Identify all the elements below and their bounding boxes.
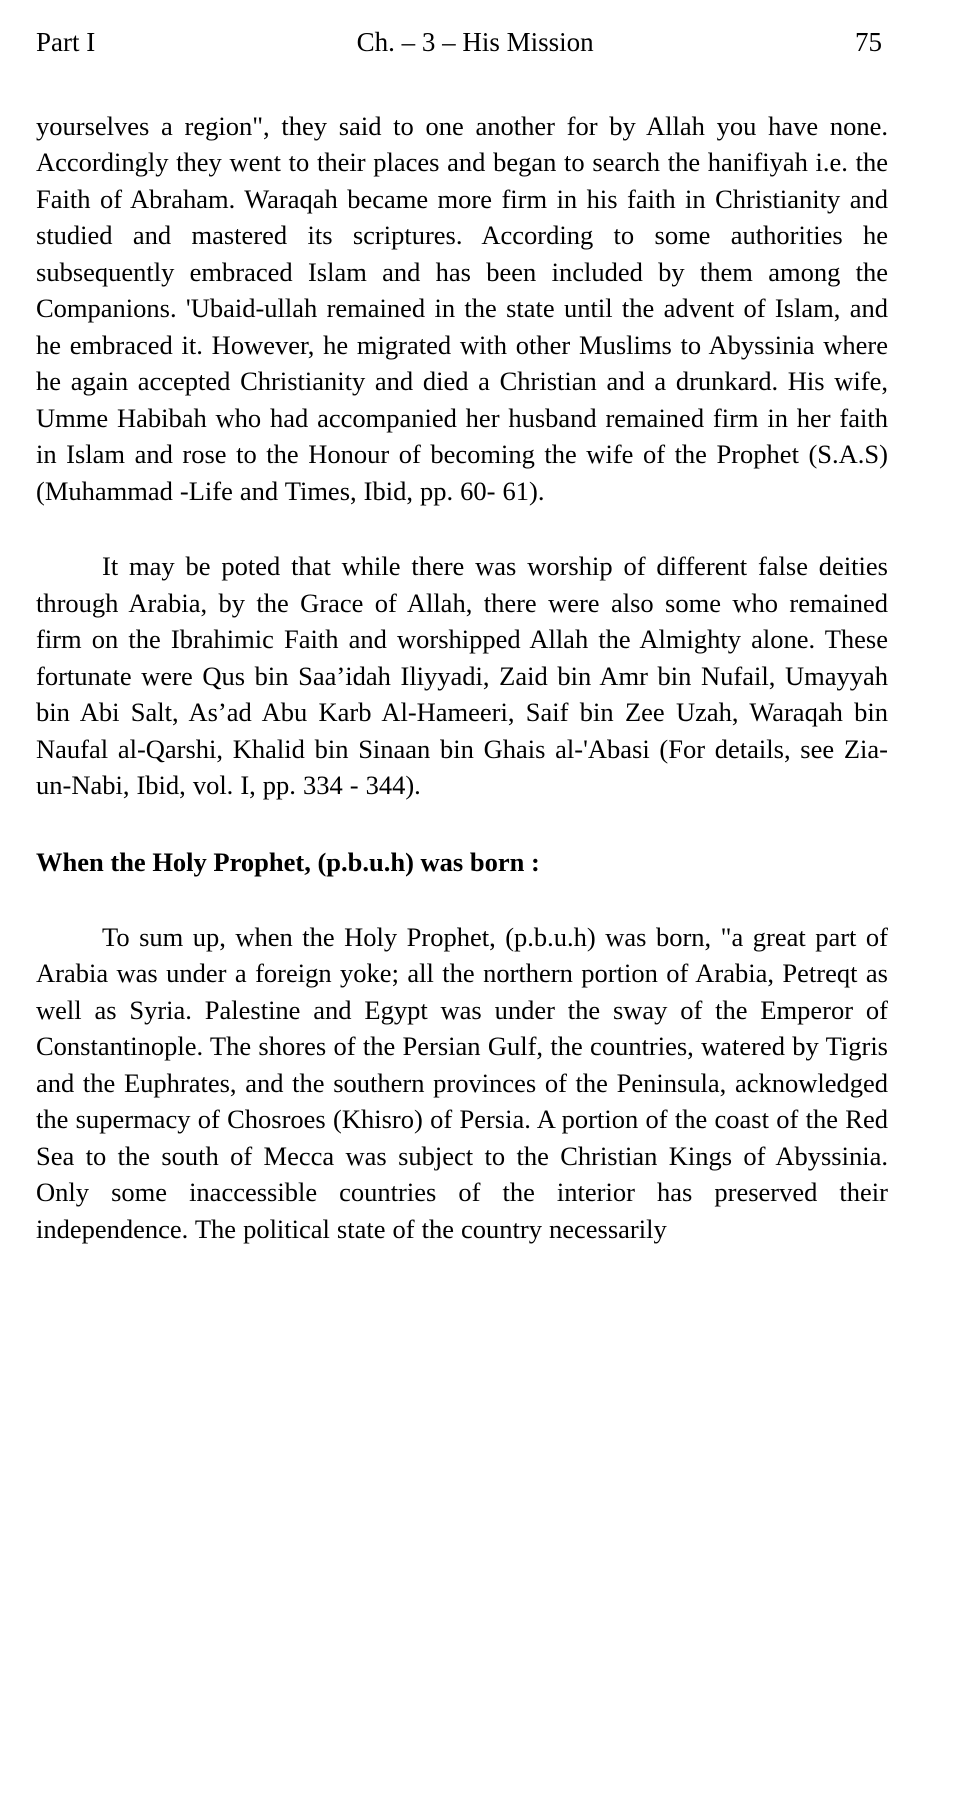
- running-head: [28, 28, 900, 58]
- page-number: 75: [855, 27, 882, 57]
- header-chapter-title: Ch. – 3 – His Mission: [356, 27, 594, 57]
- paragraph-world-state: To sum up, when the Holy Prophet, (p.b.u.h) was born, "a great part of Arabia was under a foreign yoke; all the northern portion of Arabia, Petreqt as well as Syria. Palestine and Egypt was under the sway of the Emperor of Constantinople. The shores of the Persian Gulf, the countries, watered by Tigris and the Euphrates, and the southern provinces of the Peninsula, acknowledged the supermacy of Chosroes (Khisro) of Persia. A portion of the coast of the Red Sea to the south of Mecca was subject to the Christian Kings of Abyssinia. Only some inaccessible countries of the interior has preserved their independence. The political state of the country necessarily: [36, 921, 888, 1244]
- header-part-label: Part I: [36, 27, 96, 57]
- paragraph-monotheists: It may be poted that while there was worship of different false deities through Arabia, by the Grace of Allah, there were also some who remained firm on the Ibrahimic Faith and worshipped Allah the Almighty alone. These fortunate were Qus bin Saa’idah Iliyyadi, Zaid bin Amr bin Nufail, Umayyah bin Abi Salt, As’ad Abu Karb Al-Hameeri, Saif bin Zee Uzah, Waraqah bin Naufal al-Qarshi, Khalid bin Sinaan bin Ghais al-'Abasi (For details, see Zia-un-Nabi, Ibid, vol. I, pp. 334 - 344).: [36, 551, 888, 801]
- page-body: [28, 108, 900, 1248]
- paragraph-continued: yourselves a region", they said to one another for by Allah you have none. Accordingly they went to their places and began to search the hanifiyah i.e. the Faith of Abraham. Waraqah became more firm in his faith in Christianity and studied and mastered its scriptures. According to some authorities he subsequently embraced Islam and has been included by them among the Companions. 'Ubaid-ullah remained in the state until the advent of Islam, and he embraced it. However, he migrated with other Muslims to Abyssinia where he again accepted Christianity and died a Christian and a drunkard. His wife, Umme Habibah who had accompanied her husband remained firm in her faith in Islam and rose to the Honour of becoming the wife of the Prophet (S.A.S) (Muhammad -Life and Times, Ibid, pp. 60- 61).: [36, 110, 888, 506]
- section-heading: When the Holy Prophet, (p.b.u.h) was born :: [36, 846, 540, 877]
